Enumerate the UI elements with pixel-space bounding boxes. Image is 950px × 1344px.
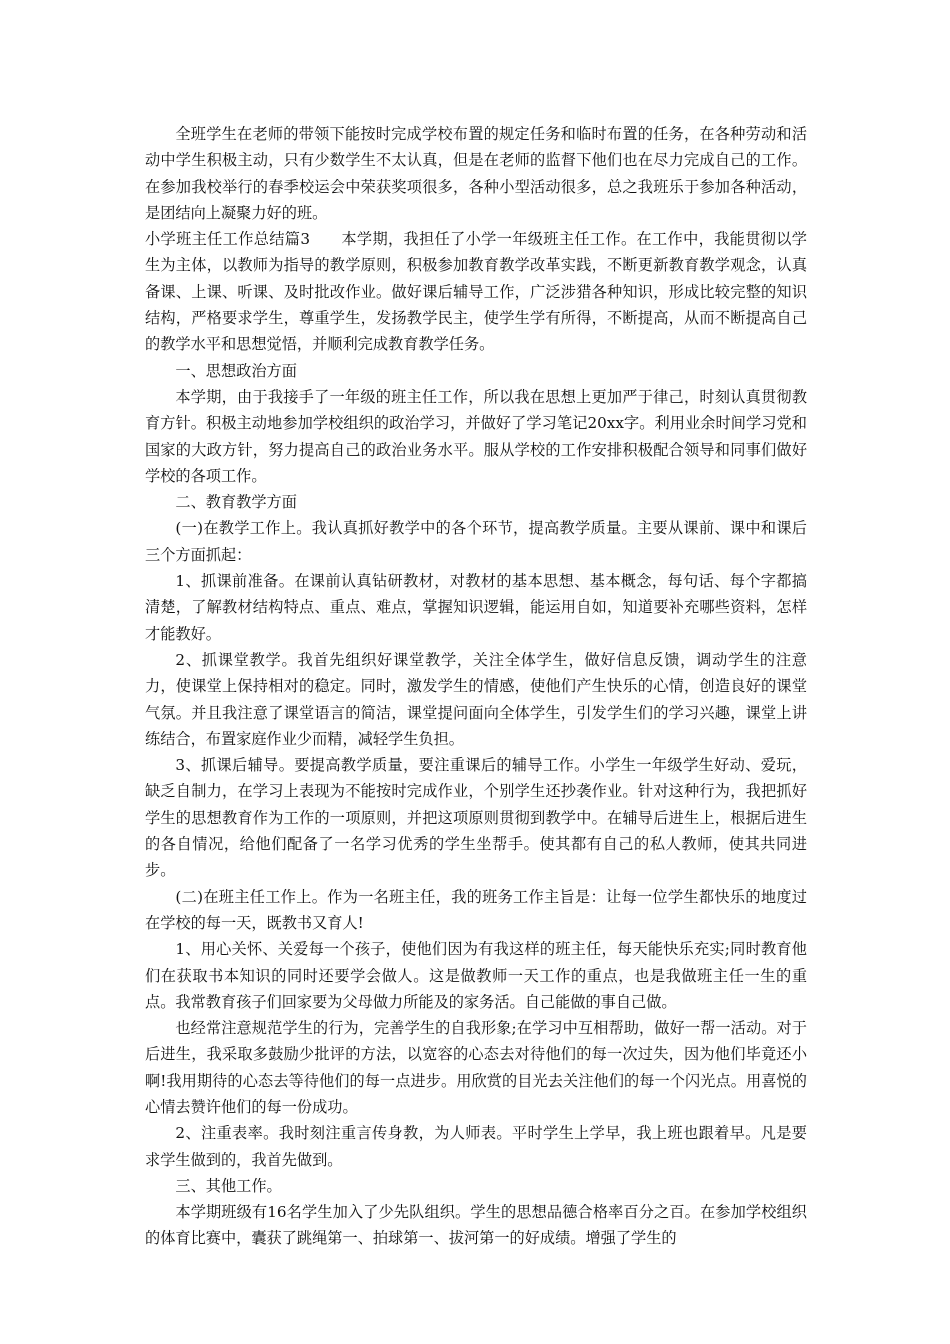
- paragraph-lesson-preparation: 1、抓课前准备。在课前认真钻研教材，对教材的基本思想、基本概念，每句话、每个字都搞清楚，了解教材结构特点、重点、难点，掌握知识逻辑，能运用自如，知道要补充哪些资料，怎样才能教好。: [145, 572, 807, 643]
- paragraph-classroom-teaching: 2、抓课堂教学。我首先组织好课堂教学，关注全体学生，做好信息反馈，调动学生的注意力，使课堂上保持相对的稳定。同时，激发学生的情感，使他们产生快乐的心情，创造良好的课堂气氛。并且我注意了课堂语言的简洁，课堂提问面向全体学生，引发学生们的学习兴趣，课堂上讲练结合，布置家庭作业少而精，减轻学生负担。: [145, 650, 807, 748]
- paragraph-role-model: 2、注重表率。我时刻注重言传身教，为人师表。平时学生上学早，我上班也跟着早。凡是要求学生做到的，我首先做到。: [145, 1124, 807, 1169]
- paragraph-head-teacher-work: (二)在班主任工作上。作为一名班主任，我的班务工作主旨是：让每一位学生都快乐的地度过在学校的每一天，既教书又育人!: [145, 887, 807, 932]
- document-page: [145, 121, 807, 1252]
- section-heading-political: 一、思想政治方面: [175, 361, 297, 380]
- paragraph-class-activities: 全班学生在老师的带领下能按时完成学校布置的规定任务和临时布置的任务，在各种劳动和活动中学生积极主动，只有少数学生不太认真，但是在老师的监督下他们也在尽力完成自己的工作。在参加我校举行的春季校运会中荣获奖项很多，各种小型活动很多，总之我班乐于参加各种活动，是团结向上凝聚力好的班。: [145, 125, 807, 222]
- paragraph-after-class-tutoring: 3、抓课后辅导。要提高教学质量，要注重课后的辅导工作。小学生一年级学生好动、爱玩，缺乏自制力，在学习上表现为不能按时完成作业，个别学生还抄袭作业。针对这种行为，我把抓好学生的思想教育作为工作的一项原则，并把这项原则贯彻到教学中。在辅导后进生上，根据后进生的各自情况，给他们配备了一名学习优秀的学生坐帮手。使其都有自己的私人教师，使其共同进步。: [145, 756, 807, 880]
- paragraph-behavior: 也经常注意规范学生的行为，完善学生的自我形象;在学习中互相帮助，做好一帮一活动。对于后进生，我采取多鼓励少批评的方法，以宽容的心态去对待他们的每一次过失，因为他们毕竟还小啊!我用期待的心态去等待他们的每一点进步。用欣赏的目光去关注他们的每一个闪光点。用喜悦的心情去赞许他们的每一份成功。: [145, 1019, 807, 1116]
- paragraph-political: 本学期，由于我接手了一年级的班主任工作，所以我在思想上更加严于律己，时刻认真贯彻教育方针。积极主动地参加学校组织的政治学习，并做好了学习笔记20xx字。利用业余时间学习党和国家的大政方针，努力提高自己的政治业务水平。服从学校的工作安排积极配合领导和同事们做好学校的各项工作。: [145, 387, 807, 485]
- paragraph-summary-3-intro: 小学班主任工作总结篇3 本学期，我担任了小学一年级班主任工作。在工作中，我能贯彻以学生为主体，以教师为指导的教学原则，积极参加教育教学改革实践，不断更新教育教学观念，认真备课、上课、听课、及时批改作业。做好课后辅导工作，广泛涉猎各种知识，形成比较完整的知识结构，严格要求学生，尊重学生，发扬教学民主，使学生学有所得，不断提高，从而不断提高自己的教学水平和思想觉悟，并顺利完成教育教学任务。: [145, 230, 807, 354]
- section-heading-other: 三、其他工作。: [175, 1176, 282, 1195]
- paragraph-teaching-overview: (一)在教学工作上。我认真抓好教学中的各个环节，提高教学质量。主要从课前、课中和课后三个方面抓起：: [145, 519, 807, 564]
- paragraph-other-work: 本学期班级有16名学生加入了少先队组织。学生的思想品德合格率百分之百。在参加学校组织的体育比赛中，囊获了跳绳第一、拍球第一、拔河第一的好成绩。增强了学生的: [145, 1203, 807, 1248]
- section-heading-teaching: 二、教育教学方面: [175, 493, 297, 512]
- paragraph-caring: 1、用心关怀、关爱每一个孩子，使他们因为有我这样的班主任，每天能快乐充实;同时教育他们在获取书本知识的同时还要学会做人。这是做教师一天工作的重点，也是我做班主任一生的重点。我常教育孩子们回家要为父母做力所能及的家务活。自己能做的事自己做。: [145, 940, 807, 1011]
